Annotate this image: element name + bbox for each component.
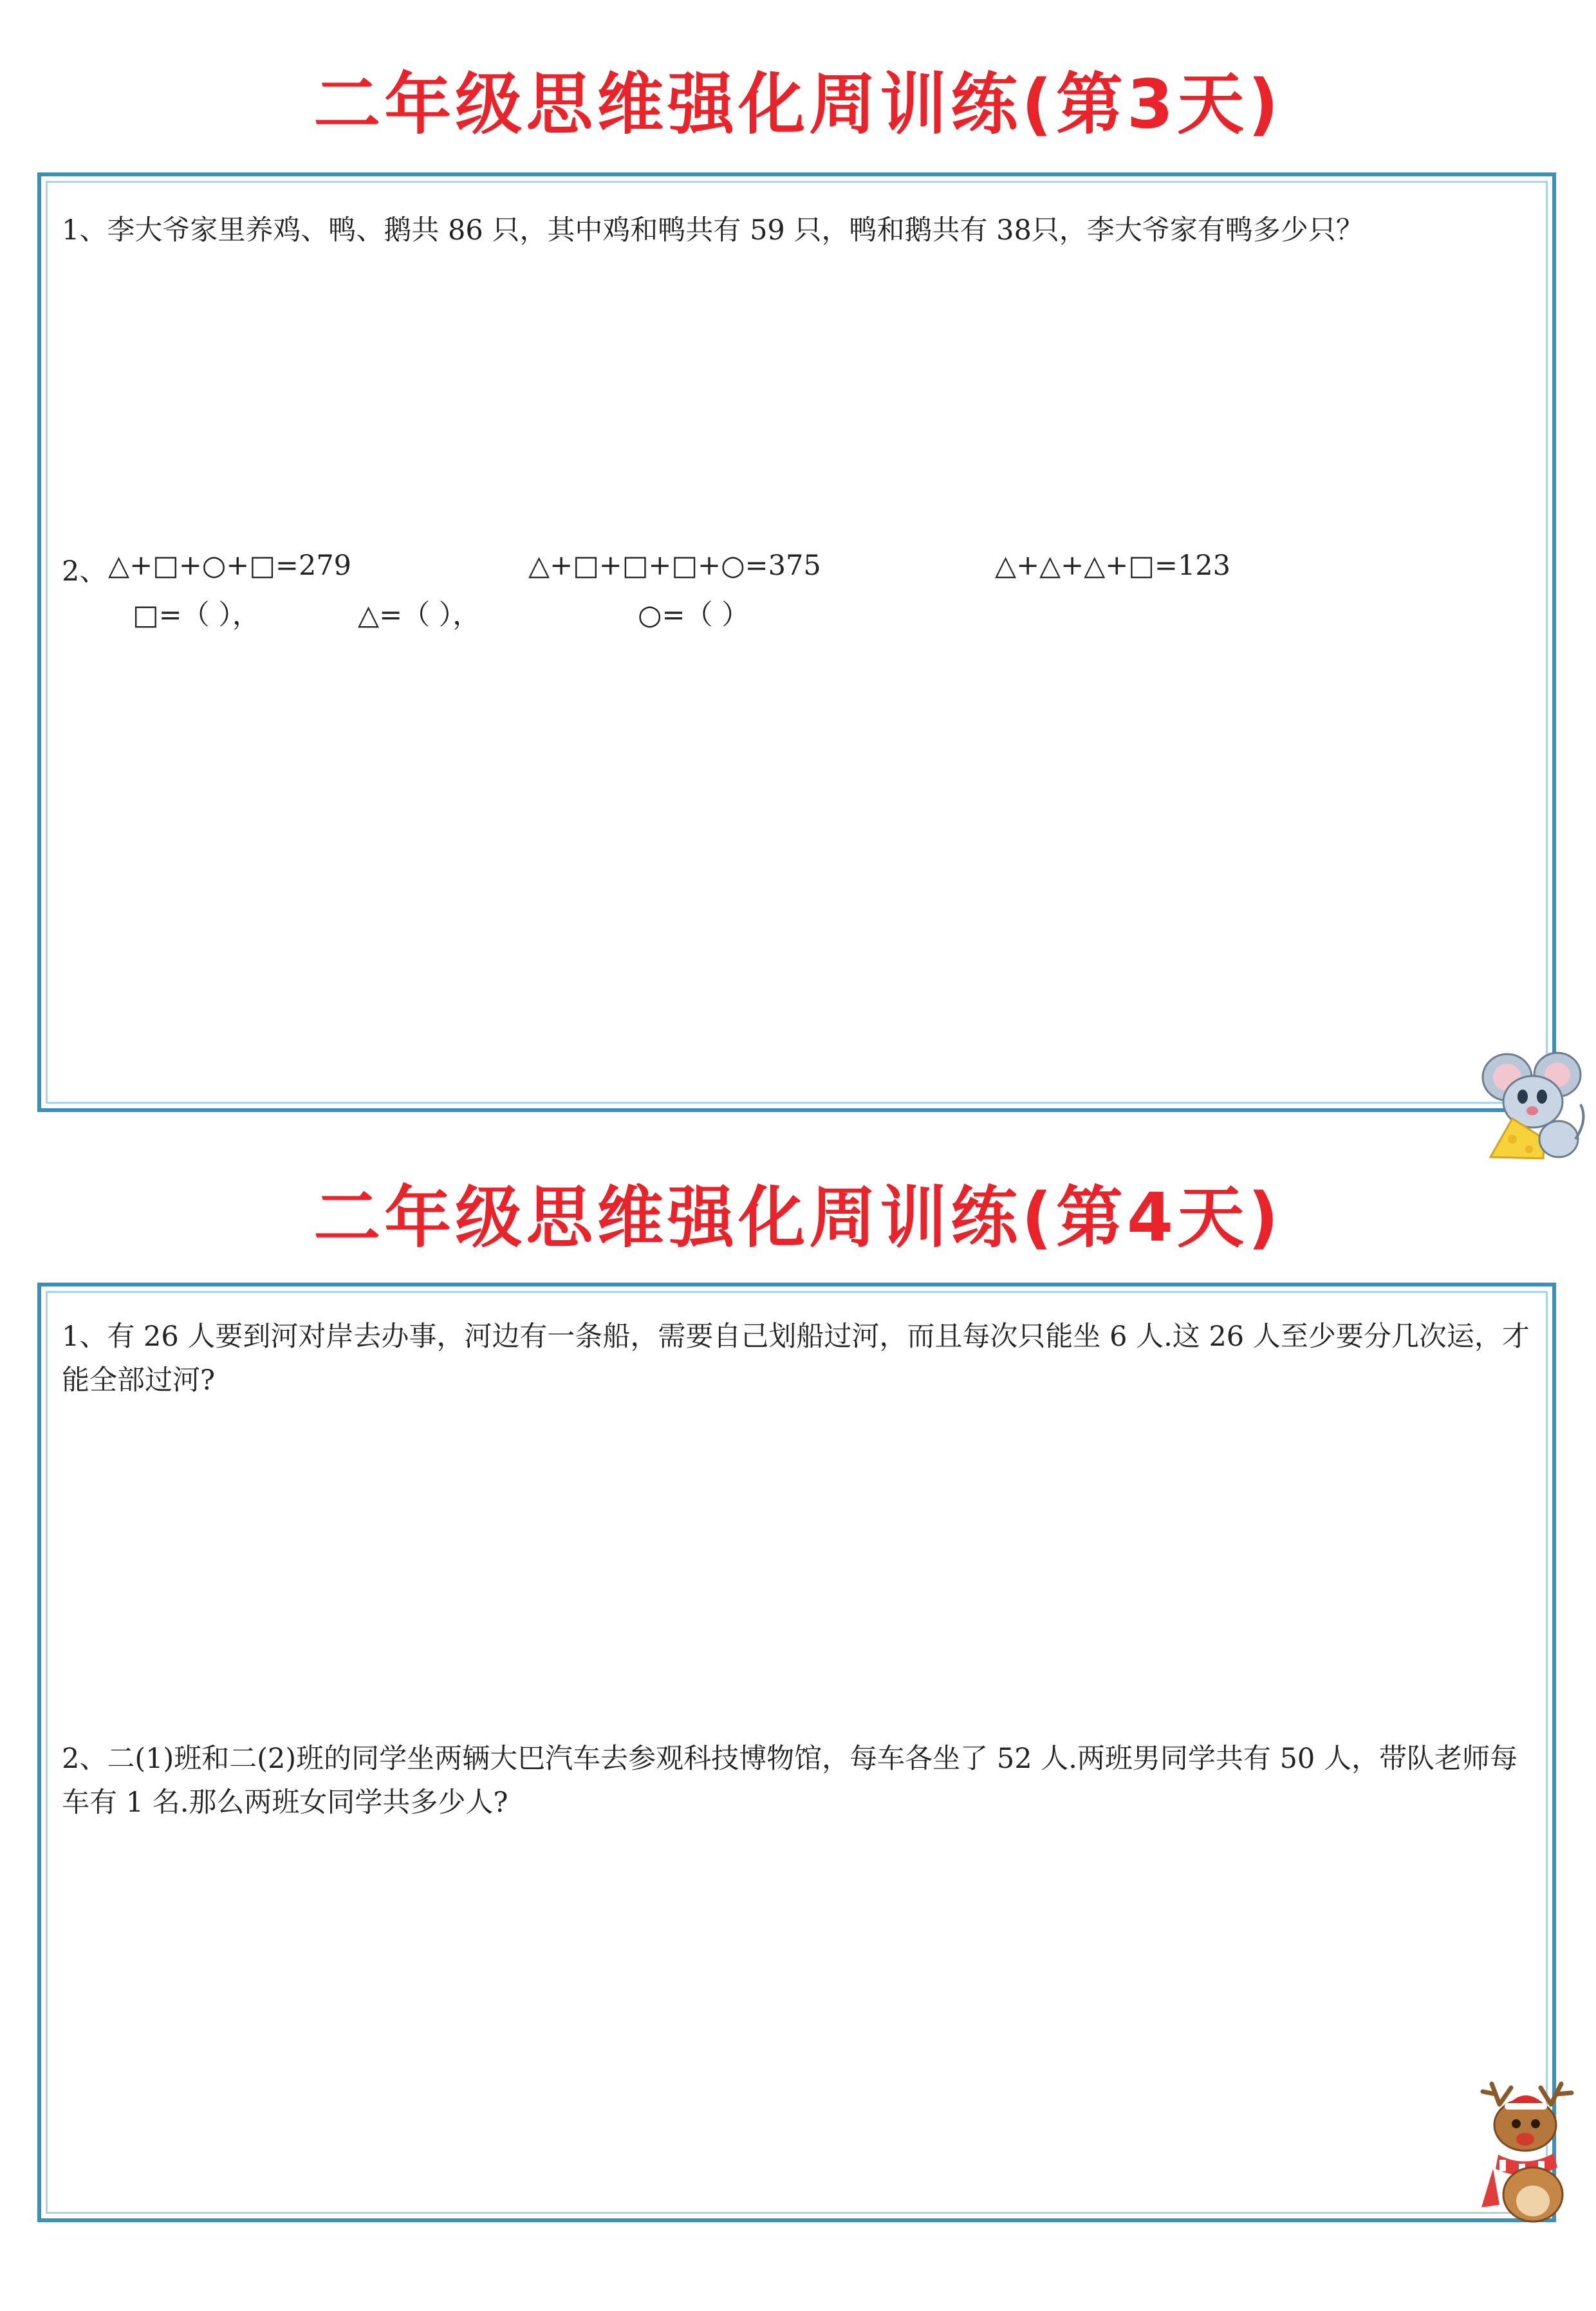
day4-question-2: 2、二(1)班和二(2)班的同学坐两辆大巴汽车去参观科技博物馆，每车各坐了 52 人.两班男同学共有 50 人，带队老师每车有 1 名.那么两班女同学共多少人?	[62, 1743, 1517, 1819]
day4-panel	[37, 1283, 1556, 2222]
day4-title: 二年级思维强化周训练(第4天)	[313, 1178, 1283, 1257]
day3-question-2-answers	[62, 593, 1536, 632]
answer-triangle: △=（ ），	[358, 599, 481, 631]
reindeer-icon	[1474, 2079, 1586, 2227]
day4-question-1: 1、有 26 人要到河对岸去办事，河边有一条船，需要自己划船过河，而且每次只能坐 6 人.这 26 人至少要分几次运，才能全部过河?	[62, 1321, 1530, 1397]
day3-panel	[37, 172, 1556, 1112]
day3-title: 二年级思维强化周训练(第3天)	[313, 65, 1283, 144]
day3-question-1: 1、李大爷家里养鸡、鸭、鹅共 86 只，其中鸡和鸭共有 59 只，鸭和鹅共有 38只，李大爷家有鸭多少只？	[62, 214, 1364, 246]
day3-question-2-number: 2、	[62, 555, 107, 588]
day3-question-2-equations	[62, 550, 1536, 588]
answer-circle: ○=（ ）	[638, 599, 750, 631]
equation-2: △+□+□+□+○=375	[528, 550, 821, 582]
equation-1: △+□+○+□=279	[108, 550, 352, 582]
equation-3: △+△+△+□=123	[995, 550, 1231, 582]
mouse-cheese-icon	[1467, 1043, 1590, 1165]
answer-square: □=（ ），	[133, 599, 260, 631]
